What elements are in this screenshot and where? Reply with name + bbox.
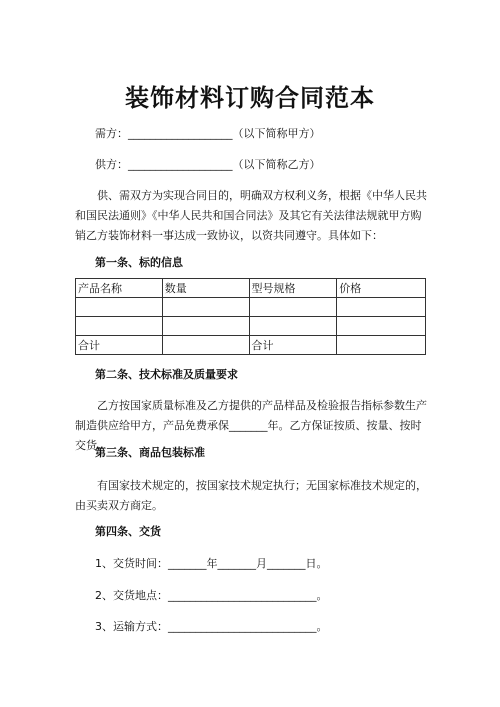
delivery-time-line: 1、交货时间：_______年_______月_______日。 bbox=[95, 557, 328, 570]
article3-heading: 第三条、商品包装标准 bbox=[95, 446, 205, 459]
intro-paragraph: 供、需双方为实现合同目的，明确双方权利义务，根据《中华人民共和国民法通则》《中华人民共和国合同法》及其它有关法律法规就甲方购销乙方装饰材料一事达成一致协议，以资共同遵守。具体如下： bbox=[75, 189, 427, 242]
table-row bbox=[76, 317, 426, 336]
document-title: 装饰材料订购合同范本 bbox=[125, 84, 375, 112]
article4-heading: 第四条、交货 bbox=[95, 525, 161, 538]
table-header-row bbox=[76, 279, 426, 298]
table-header-cell: 数量 bbox=[162, 279, 249, 298]
table-cell bbox=[162, 298, 249, 317]
buyer-line: 需方：___________________（以下简称甲方） bbox=[95, 127, 321, 140]
article2-text: 乙方按国家质量标准及乙方提供的产品样品及检验报告指标参数生产制造供应给甲方，产品免费承保_______年。乙方保证按质、按量、按时交货。 bbox=[75, 399, 427, 452]
table-cell bbox=[249, 298, 337, 317]
seller-line: 供方：___________________（以下简称乙方） bbox=[95, 158, 321, 171]
table-cell bbox=[337, 336, 426, 355]
table-cell bbox=[337, 298, 426, 317]
table-header-cell: 价格 bbox=[337, 279, 426, 298]
table-cell bbox=[162, 317, 249, 336]
delivery-place-line: 2、交货地点：___________________________。 bbox=[95, 589, 328, 602]
table-total-row bbox=[76, 336, 426, 355]
transport-method-line: 3、运输方式：___________________________。 bbox=[95, 620, 328, 633]
table-row bbox=[76, 298, 426, 317]
table-cell bbox=[162, 336, 249, 355]
article3-text: 有国家技术规定的，按国家技术规定执行；无国家标准技术规定的，由买卖双方商定。 bbox=[75, 479, 427, 512]
table-cell bbox=[76, 298, 163, 317]
table-header-cell: 产品名称 bbox=[76, 279, 163, 298]
table-cell bbox=[337, 317, 426, 336]
product-table bbox=[75, 278, 426, 355]
table-cell bbox=[76, 317, 163, 336]
total-label-cell: 合计 bbox=[76, 336, 163, 355]
article1-heading: 第一条、标的信息 bbox=[95, 256, 183, 269]
article2-heading: 第二条、技术标准及质量要求 bbox=[95, 368, 238, 381]
table-cell bbox=[249, 317, 337, 336]
table-header-cell: 型号规格 bbox=[249, 279, 337, 298]
total-label-cell: 合计 bbox=[249, 336, 337, 355]
